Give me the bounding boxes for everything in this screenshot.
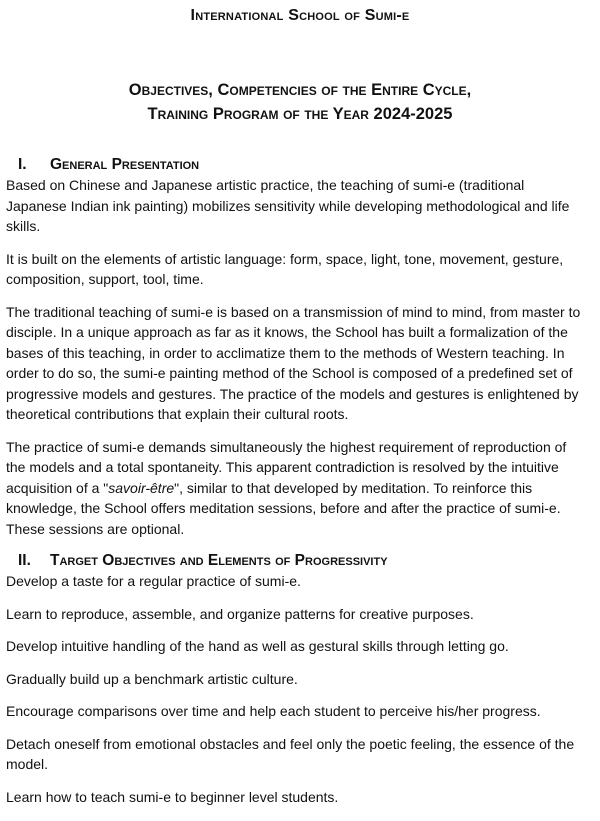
paragraph: Based on Chinese and Japanese artistic practice, the teaching of sumi-e (traditional Japanese Indian ink painting) mobilizes sensitivity while developing methodological and life skills. [6, 177, 570, 234]
school-name: International School of Sumi-e [190, 7, 410, 24]
section-title: General Presentation [50, 156, 200, 173]
section-heading-general-presentation [6, 155, 594, 175]
section-heading-target-objectives [6, 551, 594, 571]
document-title-line-2: Training Program of the Year 2024-2025 [147, 105, 453, 123]
objective-item: Detach oneself from emotional obstacles and feel only the poetic feeling, the essence of the model. [6, 735, 575, 772]
objective-item: Learn how to teach sumi-e to beginner level students. [6, 788, 339, 805]
objective-item: Develop intuitive handling of the hand as well as gestural skills through letting go. [6, 638, 509, 654]
document-title [6, 28, 594, 126]
section-number: I. [18, 156, 27, 173]
objective-item: Encourage comparisons over time and help each student to perceive his/her progress. [6, 703, 541, 719]
objective-item: Develop a taste for a regular practice of sumi-e. [6, 573, 301, 589]
paragraph: The traditional teaching of sumi-e is based on a transmission of mind to mind, from master to disciple. In a unique approach as far as it knows, the School has built a formalization of the bases of this teaching, in order to acclimatize them to the methods of Western teaching. In order to do so, the sumi-e painting method of the School is composed of a predefined set of progressive models and gestures. The practice of the models and gestures is enlightened by theoretical contributions that explain their cultural roots. [6, 303, 581, 422]
section-title: Target Objectives and Elements of Progressivity [50, 552, 388, 569]
paragraph: It is built on the elements of artistic language: form, space, light, tone, movement, gesture, composition, support, tool, time. [6, 250, 564, 287]
section-number: II. [18, 552, 31, 569]
paragraph-text: The practice of sumi-e demands simultaneously the highest requirement of reproduction of the models and a total spontaneity. This apparent contradiction is resolved by the intuitive acquisition of a " [6, 438, 567, 496]
italic-term: savoir-être [108, 479, 175, 496]
objective-item: Learn to reproduce, assemble, and organize patterns for creative purposes. [6, 605, 474, 622]
paragraph [6, 437, 594, 540]
document-title-line-1: Objectives, Competencies of the Entire Cycle, [128, 81, 472, 99]
objective-item: Gradually build up a benchmark artistic culture. [6, 670, 298, 687]
paragraph-text: ", similar to that developed by meditation. To reinforce this knowledge, the School offers meditation sessions, before and after the practice of sumi-e. These sessions are optional. [6, 479, 561, 537]
